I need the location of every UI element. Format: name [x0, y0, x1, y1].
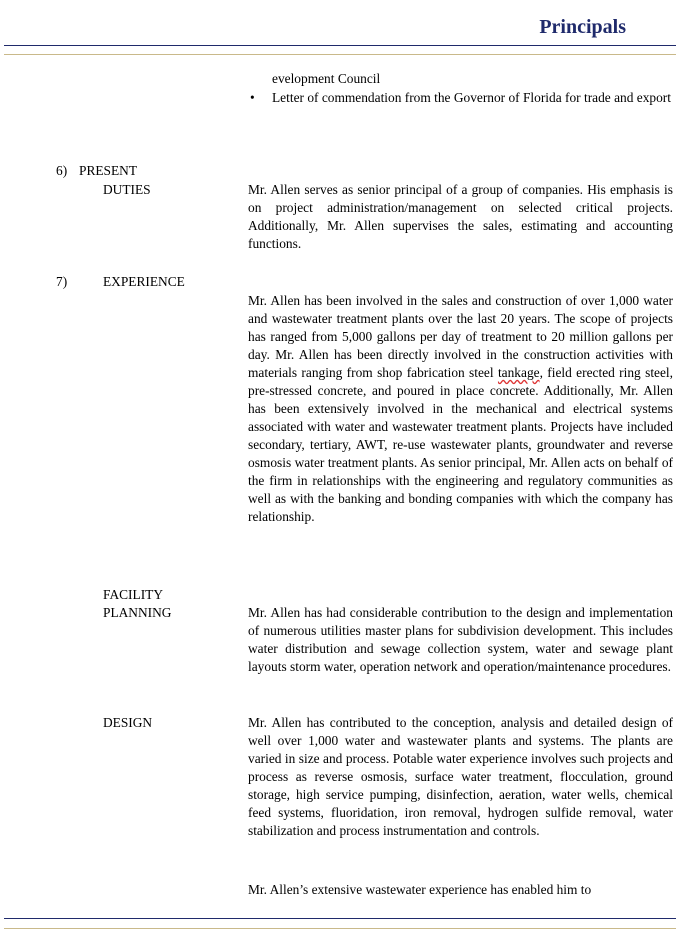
design-text: Mr. Allen has contributed to the conception, analysis and detailed design of well over 1,000 water and wastewater plants and systems. The plants are varied in size and process. Potable water experience involves such projects and process as reverse osmosis, surface water treatment, flocculation, ground storage, high service pumping, disinfection, aeration, water wells, chemical feed systems, fluoridation, iron removal, hydrogen sulfide removal, water stabilization and process instrumentation and controls. [248, 715, 673, 838]
facility-planning-text: Mr. Allen has had considerable contribution to the design and implementation of numerous utilities master plans for subdivision development. This includes water distribution and sewage collection system, water and sewage plant layouts storm water, operation network and operation/maintenance procedures. [248, 605, 673, 674]
header-rule-gold [4, 54, 676, 55]
present-label: PRESENT [79, 163, 138, 178]
experience-text [248, 292, 673, 526]
experience-label: EXPERIENCE [103, 274, 185, 289]
planning-label: PLANNING [103, 605, 172, 620]
duties-label: DUTIES [103, 182, 151, 197]
experience-text-part2: , field erected ring steel, pre-stressed concrete, and poured in place concrete. Additionally, Mr. Allen has been extensively involved in the mechanical and electrical systems associated with water and wastewater treatment plants. Projects have included secondary, tertiary, AWT, re-use wastewater plants, groundwater and reverse osmosis water treatment plants. As senior principal, Mr. Allen acts on behalf of the firm in relationships with the engineering and regulatory communities as well as with the banking and bonding companies with which the company has relationship. [248, 365, 673, 524]
design-label: DESIGN [103, 715, 153, 730]
section-number-6: 6) [56, 163, 68, 178]
footer-rule-blue [4, 918, 676, 919]
continued-fragment: evelopment Council [272, 71, 381, 86]
design-text-continued: Mr. Allen’s extensive wastewater experience has enabled him to [248, 882, 592, 897]
spellcheck-flagged-word: tankage [497, 365, 540, 380]
present-duties-text: Mr. Allen serves as senior principal of a group of companies. His emphasis is on project administration/management on selected critical projects. Additionally, Mr. Allen supervises the sales, estimating and accounting functions. [248, 182, 673, 251]
header-rule-blue [4, 45, 676, 46]
page-header-title: Principals [539, 16, 626, 38]
bullet-text: Letter of commendation from the Governor of Florida for trade and export [272, 90, 671, 105]
footer-rule-gold [4, 928, 676, 929]
facility-label: FACILITY [103, 587, 164, 602]
section-number-7: 7) [56, 274, 68, 289]
bullet-dot: • [250, 90, 255, 105]
experience-text-part1: Mr. Allen has been involved in the sales and construction of over 1,000 water and wastewater treatment plants over the last 20 years. The scope of projects has ranged from 5,000 gallons per day of treatment to 20 million gallons per day. Mr. Allen has been directly involved in the construction activities with materials ranging from shop fabrication steel [248, 293, 673, 380]
